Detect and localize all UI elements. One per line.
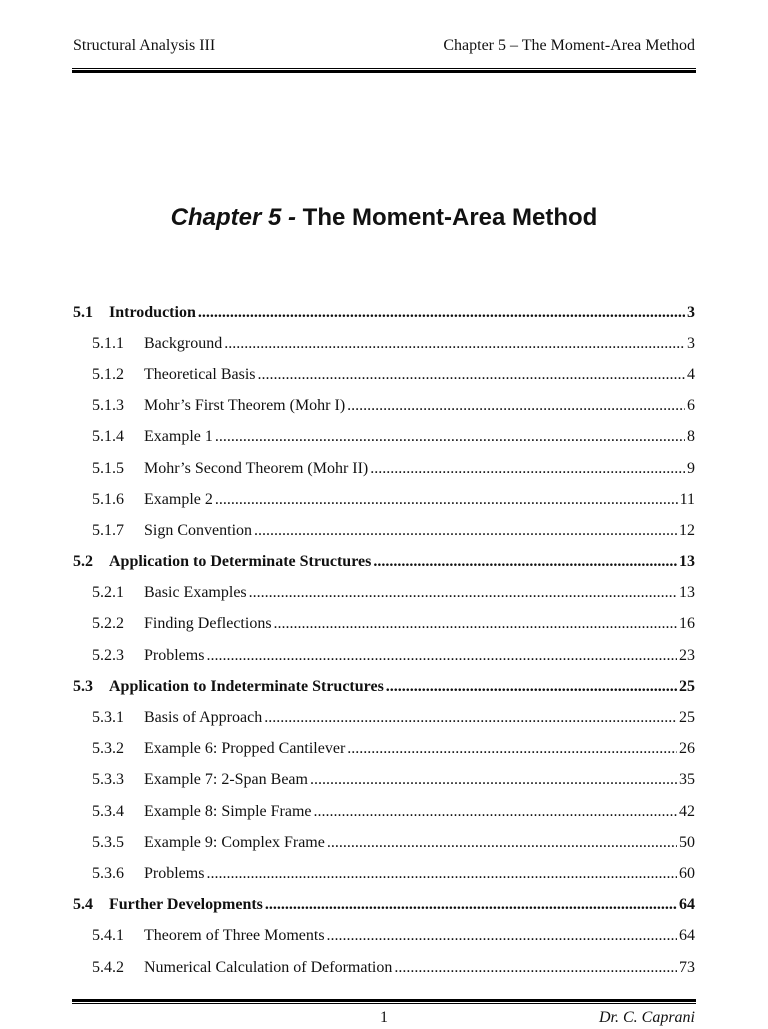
toc-number: 5.3.4 bbox=[92, 802, 124, 820]
toc-page-number: 35 bbox=[679, 771, 695, 789]
toc-label: Application to Determinate Structures bbox=[109, 553, 372, 571]
toc-section-entry[interactable] bbox=[73, 890, 695, 921]
toc-leader-dots bbox=[206, 865, 677, 883]
toc-number: 5.3.2 bbox=[92, 740, 124, 758]
toc-page-number: 9 bbox=[687, 459, 695, 477]
header-course-title: Structural Analysis III bbox=[73, 37, 216, 54]
toc-label: Further Developments bbox=[109, 896, 263, 914]
footer-rule bbox=[72, 999, 696, 1004]
toc-leader-dots bbox=[347, 740, 677, 758]
toc-subsection-entry[interactable] bbox=[73, 359, 695, 390]
toc-leader-dots bbox=[254, 522, 677, 540]
toc-page-number: 25 bbox=[679, 709, 695, 727]
toc-leader-dots bbox=[274, 615, 677, 633]
toc-subsection-entry[interactable] bbox=[73, 422, 695, 453]
toc-section-entry[interactable] bbox=[73, 297, 695, 328]
toc-page-number: 25 bbox=[679, 677, 695, 695]
toc-leader-dots bbox=[386, 678, 677, 696]
toc-subsection-entry[interactable] bbox=[73, 515, 695, 546]
toc-page-number: 4 bbox=[687, 365, 695, 383]
toc-label: Mohr’s Second Theorem (Mohr II) bbox=[144, 459, 369, 477]
toc-page-number: 13 bbox=[679, 584, 695, 602]
toc-subsection-entry[interactable] bbox=[73, 391, 695, 422]
toc-number: 5.2.2 bbox=[92, 615, 124, 633]
toc-subsection-entry[interactable] bbox=[73, 609, 695, 640]
toc-label: Example 9: Complex Frame bbox=[144, 833, 325, 851]
toc-label: Application to Indeterminate Structures bbox=[109, 677, 384, 695]
toc-subsection-entry[interactable] bbox=[73, 952, 695, 983]
toc-subsection-entry[interactable] bbox=[73, 858, 695, 889]
toc-page-number: 16 bbox=[679, 615, 695, 633]
toc-number: 5.1 bbox=[73, 303, 93, 321]
toc-subsection-entry[interactable] bbox=[73, 796, 695, 827]
toc-label: Basic Examples bbox=[144, 584, 247, 602]
toc-label: Finding Deflections bbox=[144, 615, 272, 633]
toc-leader-dots bbox=[264, 709, 677, 727]
toc-subsection-entry[interactable] bbox=[73, 921, 695, 952]
toc-leader-dots bbox=[265, 896, 677, 914]
toc-page-number: 11 bbox=[679, 490, 695, 508]
toc-leader-dots bbox=[327, 927, 677, 945]
toc-subsection-entry[interactable] bbox=[73, 453, 695, 484]
toc-section-entry[interactable] bbox=[73, 671, 695, 702]
toc-number: 5.2.3 bbox=[92, 646, 124, 664]
toc-label: Numerical Calculation of Deformation bbox=[144, 958, 393, 976]
toc-leader-dots bbox=[258, 366, 685, 384]
toc-label: Background bbox=[144, 334, 223, 352]
toc-page-number: 8 bbox=[687, 428, 695, 446]
toc-page-number: 13 bbox=[679, 553, 695, 571]
header-chapter-title: Chapter 5 – The Moment-Area Method bbox=[443, 37, 695, 54]
toc-leader-dots bbox=[310, 771, 677, 789]
toc-page-number: 3 bbox=[687, 303, 695, 321]
toc-subsection-entry[interactable] bbox=[73, 484, 695, 515]
toc-label: Theoretical Basis bbox=[144, 365, 256, 383]
toc-number: 5.1.2 bbox=[92, 365, 124, 383]
toc-page-number: 64 bbox=[679, 927, 695, 945]
toc-label: Example 6: Propped Cantilever bbox=[144, 740, 346, 758]
toc-page-number: 50 bbox=[679, 833, 695, 851]
toc-page-number: 42 bbox=[679, 802, 695, 820]
toc-page-number: 26 bbox=[679, 740, 695, 758]
toc-label: Mohr’s First Theorem (Mohr I) bbox=[144, 397, 346, 415]
toc-page-number: 12 bbox=[679, 521, 695, 539]
toc-leader-dots bbox=[327, 834, 677, 852]
toc-number: 5.1.1 bbox=[92, 334, 124, 352]
toc-page-number: 6 bbox=[687, 397, 695, 415]
toc-number: 5.4.1 bbox=[92, 927, 124, 945]
toc-number: 5.1.6 bbox=[92, 490, 124, 508]
toc-number: 5.3.1 bbox=[92, 709, 124, 727]
toc-subsection-entry[interactable] bbox=[73, 578, 695, 609]
toc-number: 5.3 bbox=[73, 677, 93, 695]
toc-number: 5.1.5 bbox=[92, 459, 124, 477]
toc-label: Sign Convention bbox=[144, 521, 253, 539]
toc-number: 5.1.4 bbox=[92, 428, 124, 446]
header-rule bbox=[72, 68, 696, 73]
toc-label: Example 7: 2-Span Beam bbox=[144, 771, 308, 789]
toc-number: 5.2.1 bbox=[92, 584, 124, 602]
toc-label: Theorem of Three Moments bbox=[144, 927, 325, 945]
toc-label: Example 8: Simple Frame bbox=[144, 802, 312, 820]
toc-label: Problems bbox=[144, 864, 205, 882]
table-of-contents bbox=[73, 297, 695, 983]
toc-number: 5.3.3 bbox=[92, 771, 124, 789]
toc-leader-dots bbox=[249, 584, 677, 602]
toc-leader-dots bbox=[215, 491, 678, 509]
toc-page-number: 60 bbox=[679, 864, 695, 882]
toc-number: 5.1.3 bbox=[92, 397, 124, 415]
toc-label: Example 2 bbox=[144, 490, 213, 508]
toc-section-entry[interactable] bbox=[73, 547, 695, 578]
toc-number: 5.4 bbox=[73, 896, 93, 914]
toc-leader-dots bbox=[394, 959, 677, 977]
toc-subsection-entry[interactable] bbox=[73, 702, 695, 733]
chapter-title bbox=[0, 204, 768, 232]
toc-page-number: 64 bbox=[679, 896, 695, 914]
toc-label: Example 1 bbox=[144, 428, 213, 446]
toc-number: 5.3.5 bbox=[92, 833, 124, 851]
page-number: 1 bbox=[380, 1009, 388, 1026]
toc-page-number: 3 bbox=[687, 334, 695, 352]
toc-label: Problems bbox=[144, 646, 205, 664]
toc-leader-dots bbox=[347, 397, 685, 415]
toc-page-number: 23 bbox=[679, 646, 695, 664]
footer-author: Dr. C. Caprani bbox=[598, 1009, 695, 1026]
toc-page-number: 73 bbox=[679, 958, 695, 976]
toc-subsection-entry[interactable] bbox=[73, 640, 695, 671]
toc-leader-dots bbox=[198, 304, 685, 322]
toc-number: 5.1.7 bbox=[92, 521, 124, 539]
running-footer bbox=[73, 1009, 695, 1029]
toc-subsection-entry[interactable] bbox=[73, 827, 695, 858]
toc-label: Introduction bbox=[109, 303, 196, 321]
toc-subsection-entry[interactable] bbox=[73, 328, 695, 359]
toc-number: 5.3.6 bbox=[92, 864, 124, 882]
chapter-title-prefix: Chapter 5 - bbox=[170, 204, 296, 231]
toc-number: 5.2 bbox=[73, 553, 93, 571]
toc-subsection-entry[interactable] bbox=[73, 765, 695, 796]
toc-leader-dots bbox=[224, 335, 685, 353]
toc-label: Basis of Approach bbox=[144, 709, 263, 727]
toc-leader-dots bbox=[206, 647, 677, 665]
toc-number: 5.4.2 bbox=[92, 958, 124, 976]
toc-leader-dots bbox=[215, 428, 685, 446]
toc-leader-dots bbox=[314, 803, 677, 821]
toc-leader-dots bbox=[370, 460, 685, 478]
running-header bbox=[73, 37, 695, 59]
toc-leader-dots bbox=[373, 553, 677, 571]
chapter-title-main: The Moment-Area Method bbox=[302, 204, 598, 231]
toc-subsection-entry[interactable] bbox=[73, 734, 695, 765]
